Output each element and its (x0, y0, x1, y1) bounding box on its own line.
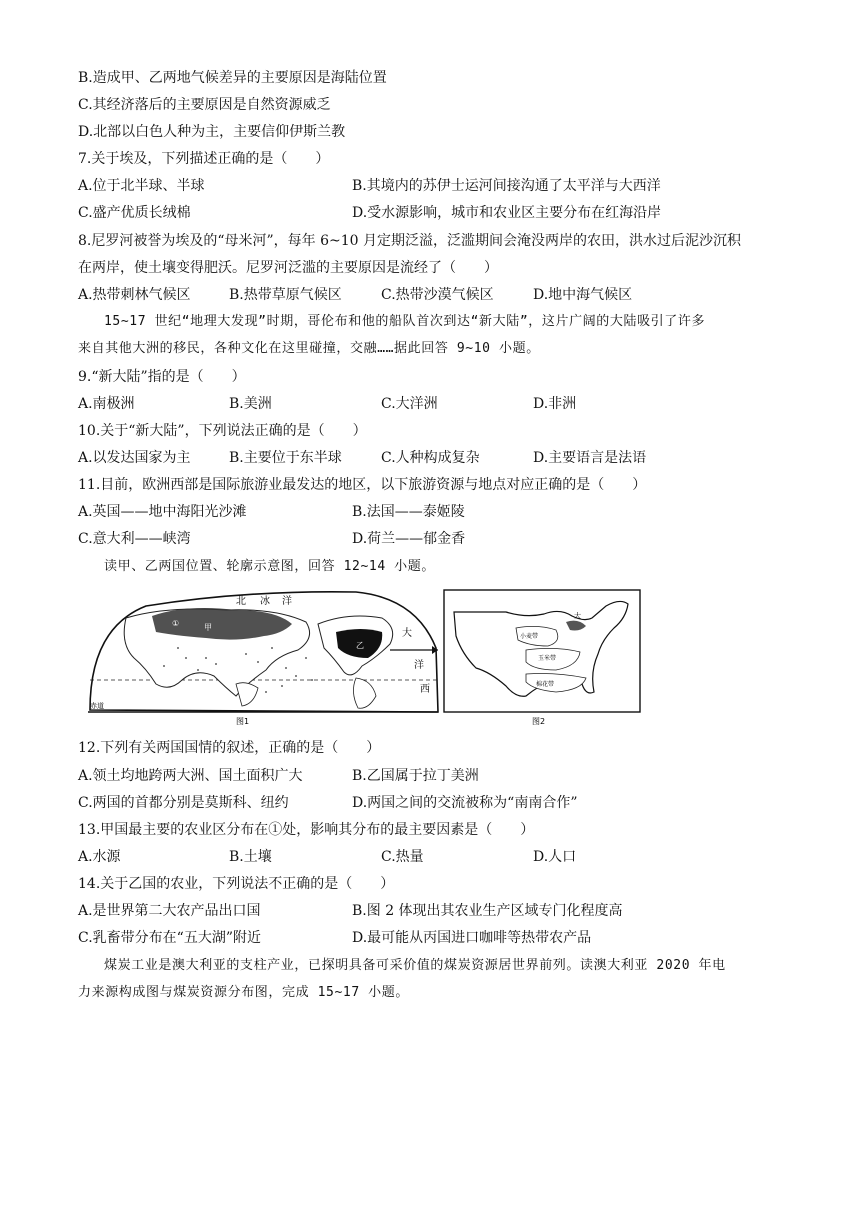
q7-option-c: C.盛产优质长绒棉 (78, 205, 191, 221)
q6-option-c: C.其经济落后的主要原因是自然资源威乏 (78, 97, 331, 113)
q9-option-a: A.南极洲 (78, 396, 135, 412)
q12-stem: 12.下列有关两国国情的叙述，正确的是（ ） (78, 740, 381, 756)
map1-label-bing: 冰 (260, 596, 270, 607)
q11-option-a: A.英国——地中海阳光沙滩 (78, 504, 247, 520)
q14-option-b: B.图 2 体现出其农业生产区域专门化程度高 (352, 903, 623, 919)
q11-option-c: C.意大利——峡湾 (78, 531, 191, 547)
q11-stem: 11.目前，欧洲西部是国际旅游业最发达的地区，以下旅游资源与地点对应正确的是（ ） (78, 477, 647, 493)
q7-stem: 7.关于埃及，下列描述正确的是（ ） (78, 151, 330, 167)
q9-option-d: D.非洲 (533, 396, 577, 412)
q13-stem: 13.甲国最主要的农业区分布在①处，影响其分布的最主要因素是（ ） (78, 822, 535, 838)
maps-svg (86, 588, 646, 728)
map1-label-yang: 洋 (282, 596, 292, 607)
q8-stem-line1: 8.尼罗河被誉为埃及的“母米河”，每年 6~10 月定期泛溢，泛滥期间会淹没两岸的农田，洪水过后泥沙沉积 (78, 233, 742, 249)
q8-option-c: C.热带沙漠气候区 (381, 287, 494, 303)
map1-label-bei: 北 (236, 596, 246, 607)
passage-9-10-line2: 来自其他大洲的移民，各种文化在这里碰撞，交融……据此回答 9~10 小题。 (78, 341, 540, 356)
q14-option-a: A.是世界第二大农产品出口国 (78, 903, 261, 919)
map1-caption: 图1 (236, 717, 250, 726)
q10-stem: 10.关于“新大陆”，下列说法正确的是（ ） (78, 423, 367, 439)
q9-stem: 9.“新大陆”指的是（ ） (78, 369, 246, 385)
q10-option-d: D.主要语言是法语 (533, 450, 647, 466)
q12-option-c: C.两国的首都分别是莫斯科、纽约 (78, 795, 289, 811)
q6-option-d: D.北部以白色人种为主，主要信仰伊斯兰教 (78, 124, 346, 140)
maps-figure (86, 588, 646, 728)
q9-option-c: C.大洋洲 (381, 396, 438, 412)
map2-label-da: 大 (574, 612, 581, 620)
passage-9-10-line1: 15~17 世纪“地理大发现”时期，哥伦布和他的船队首次到达“新大陆”，这片广阔的大陆吸引了许多 (104, 314, 706, 329)
q13-option-b: B.土壤 (229, 849, 272, 865)
q12-option-d: D.两国之间的交流被称为“南南合作” (352, 795, 578, 811)
q11-option-b: B.法国——泰姬陵 (352, 504, 465, 520)
q6-option-b: B.造成甲、乙两地气候差异的主要原因是海陆位置 (78, 70, 387, 86)
q9-option-b: B.美洲 (229, 396, 272, 412)
map1-circle-1: ① (172, 619, 180, 628)
q10-option-b: B.主要位于东半球 (229, 450, 342, 466)
q12-option-b: B.乙国属于拉丁美洲 (352, 768, 479, 784)
map1-label-xi: 西 (420, 684, 430, 695)
map1-equator-label: 赤道 (90, 702, 104, 710)
map1-label-yang2: 洋 (414, 660, 424, 671)
q8-option-d: D.地中海气候区 (533, 287, 633, 303)
passage-15-17-line1: 煤炭工业是澳大利亚的支柱产业，已探明具备可采价值的煤炭资源居世界前列。读澳大利亚 2020 年电 (104, 958, 726, 973)
q14-stem: 14.关于乙国的农业，下列说法不正确的是（ ） (78, 876, 395, 892)
q13-option-a: A.水源 (78, 849, 121, 865)
q12-option-a: A.领土均地跨两大洲、国土面积广大 (78, 768, 303, 784)
map1-world (88, 592, 438, 726)
q7-option-d: D.受水源影响，城市和农业区主要分布在红海沿岸 (352, 205, 662, 221)
map2-label-wheat: 小麦带 (520, 633, 539, 640)
q10-option-a: A.以发达国家为主 (78, 450, 191, 466)
q8-option-b: B.热带草原气候区 (229, 287, 342, 303)
passage-12-14: 读甲、乙两国位置、轮廓示意图，回答 12~14 小题。 (104, 559, 435, 574)
q13-option-d: D.人口 (533, 849, 577, 865)
map2-caption: 图2 (532, 717, 546, 726)
q7-option-b: B.其境内的苏伊士运河间接沟通了太平洋与大西洋 (352, 178, 661, 194)
passage-15-17-line2: 力来源构成图与煤炭资源分布图，完成 15~17 小题。 (78, 985, 409, 1000)
map1-label-yi: 乙 (356, 641, 364, 650)
q7-option-a: A.位于北半球、半球 (78, 178, 205, 194)
q8-option-a: A.热带刺林气候区 (78, 287, 191, 303)
map1-label-jia: 甲 (204, 623, 212, 632)
map2-outline (444, 590, 640, 726)
q14-option-c: C.乳畜带分布在“五大湖”附近 (78, 930, 261, 946)
map1-label-da: 大 (402, 628, 412, 639)
q13-option-c: C.热量 (381, 849, 424, 865)
map2-label-corn: 玉米带 (538, 655, 557, 662)
map2-label-cotton: 棉花带 (536, 681, 555, 688)
q8-stem-line2: 在两岸，使土壤变得肥沃。尼罗河泛滥的主要原因是流经了（ ） (78, 260, 498, 276)
q14-option-d: D.最可能从丙国进口咖啡等热带农产品 (352, 930, 592, 946)
q11-option-d: D.荷兰——郁金香 (352, 531, 466, 547)
q10-option-c: C.人种构成复杂 (381, 450, 480, 466)
